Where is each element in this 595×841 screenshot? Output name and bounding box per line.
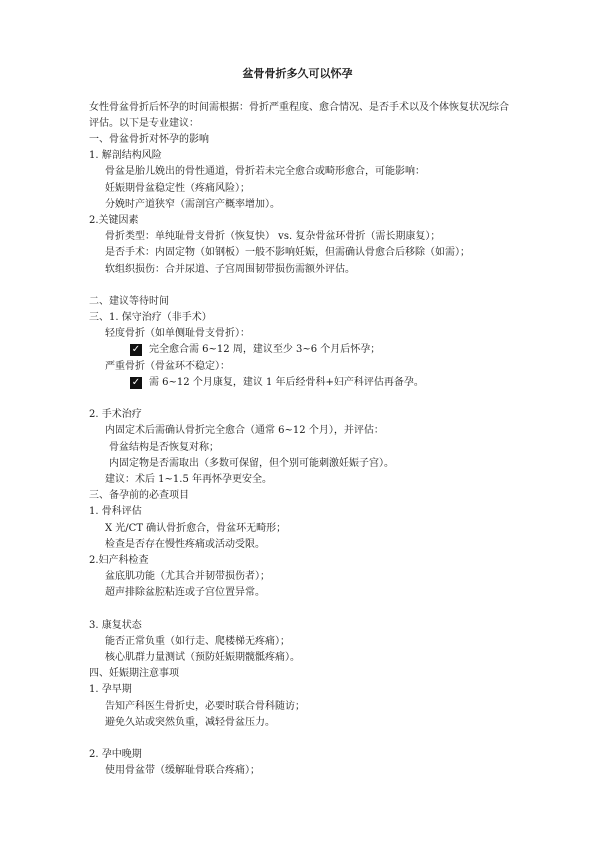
line-text: 妊娠期骨盆稳定性（疼痛风险）； [105,182,250,194]
line-text: 骨盆是胎儿娩出的骨性通道，骨折若未完全愈合或畸形愈合，可能影响： [105,166,425,178]
text-line [0,310,595,326]
text-line [0,521,595,537]
blank-line [0,391,595,407]
line-text: 2.关键因素 [89,214,139,226]
text-line [0,472,595,488]
line-text: 3. 康复状态 [89,619,142,631]
line-text: 避免久站或突然负重，减轻骨盆压力。 [105,716,275,728]
line-text: 2. 手术治疗 [89,409,142,421]
line-text: 盆底肌功能（尤其合并韧带损伤者）； [105,571,270,583]
text-line [0,423,595,439]
text-line [0,553,595,569]
checkbox-checked-icon: ✓ [131,344,141,356]
text-line [0,634,595,650]
line-text: 建议：术后 1~1.5 年再怀孕更安全。 [105,473,273,485]
line-text: 分娩时产道狭窄（需剖宫产概率增加）。 [105,198,280,210]
text-line [0,569,595,585]
text-line [0,181,595,197]
line-text: 需 6~12 个月康复，建议 1 年后经骨科+妇产科评估再备孕。 [149,376,424,388]
text-line [0,715,595,731]
text-line [0,456,595,472]
line-text: 三、1. 保守治疗（非手术） [89,312,212,324]
blank-line [0,278,595,294]
line-text: 内固定物是否需取出（多数可保留，但个别可能刺激妊娠子宫）。 [109,457,394,469]
line-text: 1. 孕早期 [89,684,132,696]
text-line [0,326,595,342]
line-text: 能否正常负重（如行走、爬楼梯无疼痛）； [105,635,290,647]
text-line [0,699,595,715]
text-line [0,666,595,682]
line-text: 内固定术后需确认骨折完全愈合（通常 6~12 个月），并评估： [105,425,384,437]
text-line [0,650,595,666]
line-text: 1. 骨科评估 [89,506,142,518]
line-text: 是否手术：内固定物（如钢板）一般不影响妊娠，但需确认骨愈合后移除（如需）； [105,247,470,259]
line-text: X 光/CT 确认骨折愈合，骨盆环无畸形； [105,522,287,534]
line-text: 一、骨盆骨折对怀孕的影响 [89,134,209,145]
text-line [0,164,595,180]
line-text: 软组织损伤：合并尿道、子宫周围韧带损伤需额外评估。 [105,263,355,275]
line-text: 轻度骨折（如单侧耻骨支骨折）： [105,328,250,340]
line-text: 告知产科医生骨折史，必要时联合骨科随访； [105,700,305,712]
text-line [0,682,595,698]
text-line [0,294,595,310]
blank-line [0,601,595,617]
text-line [0,229,595,245]
text-line [0,504,595,520]
text-line [0,342,595,358]
intro-paragraph: 女性骨盆骨折后怀孕的时间需根据：骨折严重程度、愈合情况、是否手术以及个体恢复状况综合评估。以下是专业建议： [89,102,509,130]
text-line [0,359,595,375]
text-line [0,245,595,261]
document-body [0,100,595,780]
line-text: 超声排除盆腔粘连或子宫位置异常。 [105,587,265,599]
text-line [0,747,595,763]
line-text: 2.妇产科检查 [89,554,149,566]
text-line [0,407,595,423]
line-text: 二、建议等待时间 [89,295,169,307]
text-line [0,132,595,148]
page-title: 盆骨骨折多久可以怀孕 [242,67,353,80]
text-line [0,375,595,391]
line-text: 核心肌群力量测试（预防妊娠期髋骶疼痛）。 [105,652,300,663]
line-text: 骨折类型：单纯耻骨支骨折（恢复快） vs. 复杂骨盆环骨折（需长期康复）； [105,231,441,243]
line-text: 三、备孕前的必查项目 [89,490,189,502]
text-line [0,213,595,229]
line-text: 使用骨盆带（缓解耻骨联合疼痛）； [105,765,260,777]
line-text: 骨盆结构是否恢复对称； [109,441,219,453]
line-text: 完全愈合需 6~12 周，建议至少 3~6 个月后怀孕； [149,344,381,356]
line-text: 四、妊娠期注意事项 [89,668,179,680]
text-line [0,537,595,553]
text-line [0,197,595,213]
text-line [0,618,595,634]
text-line [0,763,595,779]
text-line [0,488,595,504]
text-line [0,440,595,456]
text-line [0,148,595,164]
line-text: 严重骨折（骨盆环不稳定）： [105,360,230,372]
content-lines [0,132,595,780]
checkbox-checked-icon: ✓ [131,376,141,388]
line-text: 1. 解剖结构风险 [89,150,162,162]
line-text: 检查是否存在慢性疼痛或活动受限。 [105,538,265,550]
blank-line [0,731,595,747]
text-line [0,262,595,278]
text-line [0,585,595,601]
line-text: 2. 孕中晚期 [89,749,142,761]
